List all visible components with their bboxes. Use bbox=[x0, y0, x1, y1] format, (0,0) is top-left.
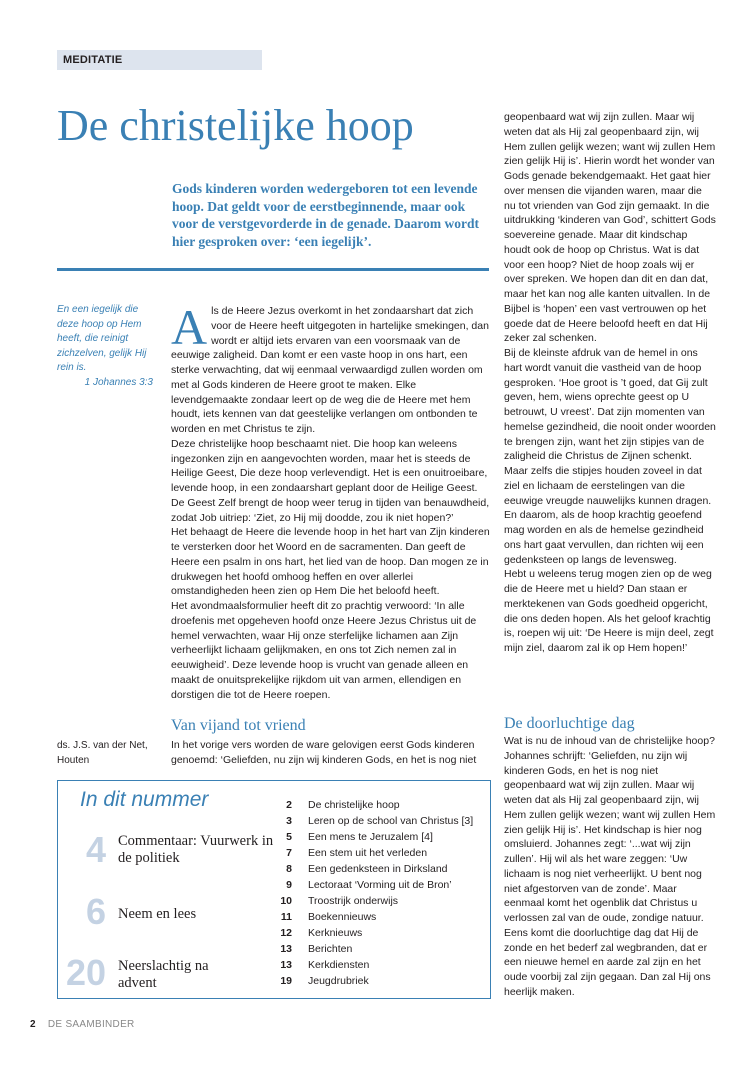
article-body-3: geopenbaard wat wij zijn zullen. Maar wij weten dat als Hij zal geopenbaard zijn, wij Hem zullen gelijk wezen; want wij zullen Hem zien gelijk Hij is’. Hierin wordt het wonder van Gods genade bekendgemaakt. Het gaat hier over mensen die vijanden waren, maar die nu tot vrienden van God zijn gemaakt. In die uitdrukking ‘kinderen van God’, schittert Gods soevereine genade. Maar dit kindschap houdt ook de hoop op Christus. Wat is dat voor een hoop? Niet de hoop zoals wij er over spreken. We hopen dan dit en dan dat, maar het kan nog alle kanten uitvallen. In de Bijbel is ‘hopen’ een vast vertrouwen op het goede dat de Heere beloofd heeft en dat Hij zeker zal schenken. Bij de kleinste afdruk van de hemel in ons hart wordt vanuit die vastheid van de hoop gesproken. ‘Hoe groot is ’t goed, dat Gij zult geven, hem, wiens oprechte geest op U betrouwt, U vreest’. Dat zijn momenten van hemelse gezindheid, die nooit onder woorden te brengen zijn, want het zijn stipjes van de zaligheid die Christus de Zijnen schenkt. Maar zelfs die stipjes houden zoveel in dat ziel en lichaam de eerstelingen van die eeuwige vreugde nauwelijks kunnen dragen. En daarom, als de hoop krachtig geoefend mag worden en als de hemelse gezindheid ons hart gaat vervullen, dan richten wij een gedenksteen op langs de levensweg. Hebt u weleens terug mogen zien op de weg die de Heere met u hield? Dan staan er merktekenen van Gods goedheid opgericht, die ons deden hopen. Als het geloof krachtig is, roepen wij uit: ‘De Heere is mijn deel, zegt mijn ziel, daarom zal ik op Hem hopen!’ bbox=[504, 111, 716, 654]
toc-page: 19 bbox=[280, 975, 292, 987]
article-column-right bbox=[504, 110, 716, 1026]
magazine-name: DE SAAMBINDER bbox=[47, 1019, 135, 1030]
feature-title: Neerslachtig na advent bbox=[118, 958, 209, 991]
toc-page: 3 bbox=[286, 815, 292, 827]
section-label: MEDITATIE bbox=[57, 50, 262, 70]
article-intro: Gods kinderen worden wedergeboren tot een levende hoop. Dat geldt voor de eerstbeginnende, maar ook voor de verstgevorderde in de genade. Daarom wordt hier gesproken over: ‘een iegelijk’. bbox=[172, 181, 479, 249]
feature-title: Commentaar: Vuurwerk in de politiek bbox=[118, 833, 274, 866]
toc-label: De christelijke hoop bbox=[308, 799, 400, 811]
feature-item[interactable] bbox=[64, 830, 274, 870]
feature-page-number: 6 bbox=[85, 891, 106, 932]
toc-row[interactable] bbox=[278, 973, 478, 989]
toc-row[interactable] bbox=[278, 813, 478, 829]
feature-item[interactable] bbox=[64, 892, 274, 932]
toc-row[interactable] bbox=[278, 861, 478, 877]
toc-row[interactable] bbox=[278, 941, 478, 957]
article-column-middle bbox=[171, 304, 491, 736]
toc-page: 7 bbox=[286, 847, 292, 859]
page-title: De christelijke hoop bbox=[57, 101, 414, 150]
toc-row[interactable] bbox=[278, 829, 478, 845]
toc-row[interactable] bbox=[278, 893, 478, 909]
toc-label: Een gedenksteen in Dirksland bbox=[308, 863, 448, 875]
feature-page-number: 4 bbox=[85, 829, 106, 870]
toc-label: Een stem uit het verleden bbox=[308, 847, 428, 859]
toc-page: 2 bbox=[286, 799, 292, 811]
drop-cap: A bbox=[171, 304, 208, 355]
scripture-quote bbox=[57, 303, 153, 390]
toc-page: 13 bbox=[280, 959, 292, 971]
toc-page: 8 bbox=[286, 863, 292, 875]
article-body-1: ls de Heere Jezus overkomt in het zondaarshart dat zich voor de Heere heeft uitgegoten in hartelijke smekingen, dan wordt er altijd iets ervaren van een voorsmaak van de eeuwige zaligheid. Dan komt er een vaste hoop in ons hart, een sterke verwachting, dat wij eenmaal verwaardigd zullen worden om met al Gods kinderen de Heere groot te maken. Elke levendgemaakte zondaar leert op de weg die de Heere met hem houdt, iets kennen van dat geestelijke verlangen om ontbonden te worden en met Christus te zijn. Deze christelijke hoop beschaamt niet. Die hoop kan weleens ingezonken zijn en aangevochten worden, maar het is steeds de Heilige Geest, Die deze hoop verlevendigt. Het is een onuitroeibare, levende hoop, in een zondaarshart geplant door de Heilige Geest. De Geest Zelf brengt de hoop weer terug in tijden van benauwdheid, zodat Job uitriep: ‘Ziet, zo Hij mij doodde, zou ik niet hopen?’ Het behaagt de Heere die levende hoop in het hart van Zijn kinderen te versterken door het Woord en de sacramenten. Dan geeft de Heere een psalm in ons hart, het lied van de hoop. Dan mogen ze in drukwegen het hoofd omhoog heffen en over allerlei omstandigheden heen zien op Hem Die het beloofd heeft. Het avondmaalsformulier heeft dit zo prachtig verwoord: ‘In alle droefenis met opgeheven hoofd onze Heere Jezus Christus uit de hemel verwachten, waar Hij onze sterfelijke lichamen aan Zijn verheerlijkt lichaam gelijkmaken, en ons tot Zich nemen zal in eeuwigheid’. Deze levende hoop is vrucht van genade alleen en maakt de onuitsprekelijke rijkdom uit van armen, ellendigen en dorstigen die tot de Heere roepen. bbox=[171, 305, 490, 701]
toc-label: Berichten bbox=[308, 943, 353, 955]
feature-title: Neem en lees bbox=[118, 906, 197, 922]
toc-label: Lectoraat ‘Vorming uit de Bron’ bbox=[308, 879, 452, 891]
toc-row[interactable] bbox=[278, 797, 478, 813]
toc-row[interactable] bbox=[278, 925, 478, 941]
feature-page-number: 20 bbox=[65, 952, 106, 993]
subheading-1: Van vijand tot vriend bbox=[171, 717, 306, 734]
toc-label: Leren op de school van Christus [3] bbox=[308, 815, 474, 827]
toc-label: Troostrijk onderwijs bbox=[308, 895, 399, 907]
author-byline: ds. J.S. van der Net, Houten bbox=[57, 740, 148, 766]
toc-row[interactable] bbox=[278, 957, 478, 973]
subheading-2: De doorluchtige dag bbox=[504, 715, 635, 732]
toc-label: Jeugdrubriek bbox=[308, 975, 369, 987]
toc-page: 10 bbox=[280, 895, 292, 907]
in-this-issue-title: In dit nummer bbox=[80, 788, 209, 811]
toc-page: 5 bbox=[286, 831, 292, 843]
toc-page: 11 bbox=[280, 911, 292, 923]
toc-label: Kerknieuws bbox=[308, 927, 363, 939]
page-footer bbox=[30, 1019, 135, 1030]
divider bbox=[57, 268, 489, 271]
page-number: 2 bbox=[30, 1019, 36, 1030]
feature-item[interactable] bbox=[64, 953, 274, 993]
toc-page: 12 bbox=[280, 927, 292, 939]
toc-page: 13 bbox=[280, 943, 292, 955]
toc-row[interactable] bbox=[278, 877, 478, 893]
toc-label: Een mens te Jeruzalem [4] bbox=[308, 831, 433, 843]
toc-label: Kerkdiensten bbox=[308, 959, 370, 971]
article-body-4: Wat is nu de inhoud van de christelijke hoop? Johannes schrijft: ‘Geliefden, nu zijn wij kinderen Gods, en het is nog niet geopenbaard wat wij zijn zullen. Maar wij weten dat als Hij zal geopenbaard zijn, wij Hem zullen gelijk wezen; want wij zullen Hem zien gelijk Hij is’. Het kindschap is hier nog omsluierd. Johannes zegt: ‘...wat wij zijn zullen’. Hij wil als het ware zeggen: ‘Uw lichaam is nog niet verheerlijkt. U bent nog niet afgestorven van de zonde’. Maar eenmaal komt het ogenblik dat Christus u verlossen zal van de oude, zondige natuur. Eens komt die doorluchtige dag dat Hij de zonde en het bederf zal wegbranden, dat er een nieuwe hemel en aarde zal zijn en het oude voorbij zal zijn gegaan. Dan zal Hij ons heerlijk maken. bbox=[504, 735, 716, 998]
toc-row[interactable] bbox=[278, 909, 478, 925]
quote-reference: 1 Johannes 3:3 bbox=[84, 376, 153, 388]
article-body-2: In het vorige vers worden de ware gelovigen eerst Gods kinderen genoemd: ‘Geliefden, nu zijn wij kinderen Gods, en het is nog niet bbox=[171, 739, 477, 766]
quote-text: En een iegelijk die deze hoop op Hem heeft, die reinigt zichzelven, gelijk Hij rein is. bbox=[57, 304, 147, 373]
toc-label: Boekennieuws bbox=[308, 911, 377, 923]
table-of-contents bbox=[278, 797, 478, 989]
toc-row[interactable] bbox=[278, 845, 478, 861]
toc-page: 9 bbox=[286, 879, 292, 891]
